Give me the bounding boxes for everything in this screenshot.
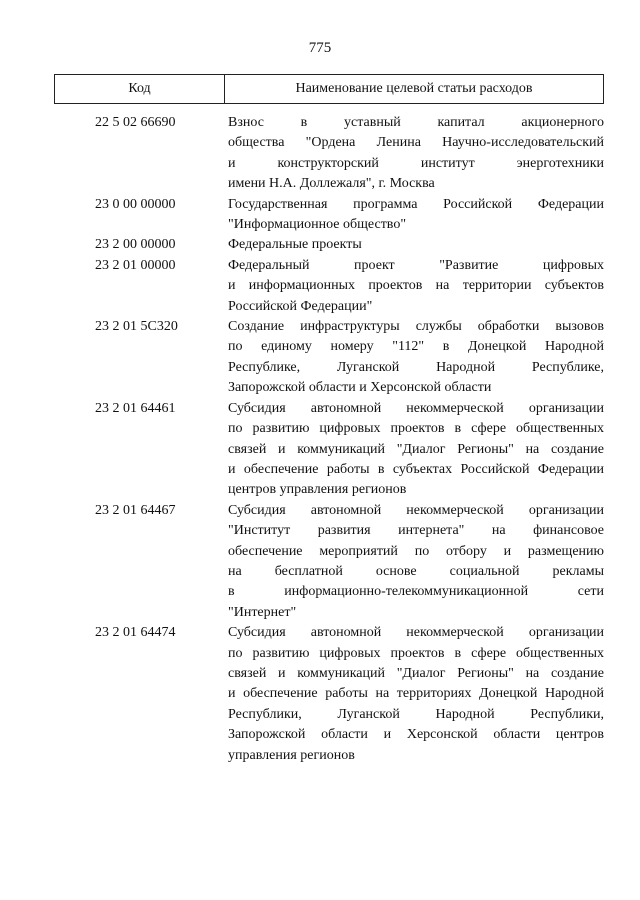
row-name-line: и информационных проектов на территории субъектов (228, 278, 604, 294)
row-name-line: Республики, Луганской Народной Республики, (228, 706, 604, 722)
row-name-line: Федеральный проект "Развитие цифровых (228, 257, 604, 273)
row-name-line: "Интернет" (228, 604, 297, 620)
row-name (228, 195, 604, 236)
row-name-line: в информационно-телекоммуникационной сети (228, 584, 604, 600)
row-code: 23 2 01 5С320 (95, 319, 178, 335)
row-name-line: центров управления регионов (228, 482, 407, 498)
row-name-line: Запорожской области и Херсонской области (228, 380, 492, 396)
row-name-line: по развитию цифровых проектов в сфере общественных (228, 421, 604, 437)
row-code: 22 5 02 66690 (95, 115, 176, 130)
row-name (228, 501, 604, 623)
table-row (0, 623, 640, 766)
row-name (228, 623, 604, 766)
row-name-line: Субсидия автономной некоммерческой организации (228, 400, 604, 416)
row-name (228, 399, 604, 501)
row-code: 23 0 00 00000 (95, 196, 176, 212)
table-row (0, 399, 640, 501)
page-number: 775 (308, 40, 332, 56)
row-name (228, 317, 604, 399)
row-name-line: Создание инфраструктуры службы обработки вызовов (228, 319, 604, 335)
row-name-line: Субсидия автономной некоммерческой организации (228, 625, 604, 641)
row-name (228, 256, 604, 317)
row-name (228, 235, 604, 255)
row-name-line: по развитию цифровых проектов в сфере общественных (228, 645, 604, 661)
row-name-line: Государственная программа Российской Федерации (228, 196, 604, 212)
row-name-line: и обеспечение работы в субъектах Российской Федерации (228, 461, 604, 477)
row-name-line: Республике, Луганской Народной Республике, (228, 359, 604, 375)
row-name-line: Федеральные проекты (228, 237, 362, 253)
table-row (0, 113, 640, 195)
row-name-line: связей и коммуникаций "Диалог Регионы" на создание (228, 665, 604, 681)
row-name-line: Субсидия автономной некоммерческой организации (228, 502, 604, 518)
row-name-line: Взнос в уставный капитал акционерного (228, 115, 604, 130)
table-row (0, 195, 640, 236)
table-row (0, 317, 640, 399)
row-name-line: "Институт развития интернета" на финансовое (228, 523, 604, 539)
row-name (228, 113, 604, 195)
row-name-line: и обеспечение работы на территориях Донецкой Народной (228, 686, 604, 702)
row-name-line: Запорожской области и Херсонской области центров (228, 727, 604, 743)
table-header (54, 74, 604, 104)
table-row (0, 235, 640, 255)
row-name-line: Российской Федерации" (228, 298, 373, 314)
row-code: 23 2 00 00000 (95, 237, 176, 253)
row-name-line: на бесплатной основе социальной рекламы (228, 563, 604, 579)
row-code: 23 2 01 00000 (95, 257, 176, 273)
row-name-line: по единому номеру "112" в Донецкой Народной (228, 339, 604, 355)
table-body (0, 113, 640, 766)
row-name-line: и конструкторский институт энерготехники (228, 155, 604, 171)
header-code-label: Код (55, 75, 225, 103)
row-name-line: общества "Ордена Ленина Научно-исследовательский (228, 135, 604, 151)
row-name-line: связей и коммуникаций "Диалог Регионы" на создание (228, 441, 604, 457)
row-code: 23 2 01 64467 (95, 502, 176, 518)
header-name-label: Наименование целевой статьи расходов (295, 81, 533, 96)
row-name-line: имени Н.А. Доллежаля", г. Москва (228, 176, 435, 192)
row-name-line: "Информационное общество" (228, 217, 407, 233)
table-row (0, 501, 640, 623)
row-code: 23 2 01 64474 (95, 625, 176, 641)
row-name-line: управления регионов (228, 747, 355, 763)
table-row (0, 256, 640, 317)
row-code: 23 2 01 64461 (95, 400, 176, 416)
row-name-line: обеспечение мероприятий по отбору и размещению (228, 543, 604, 559)
